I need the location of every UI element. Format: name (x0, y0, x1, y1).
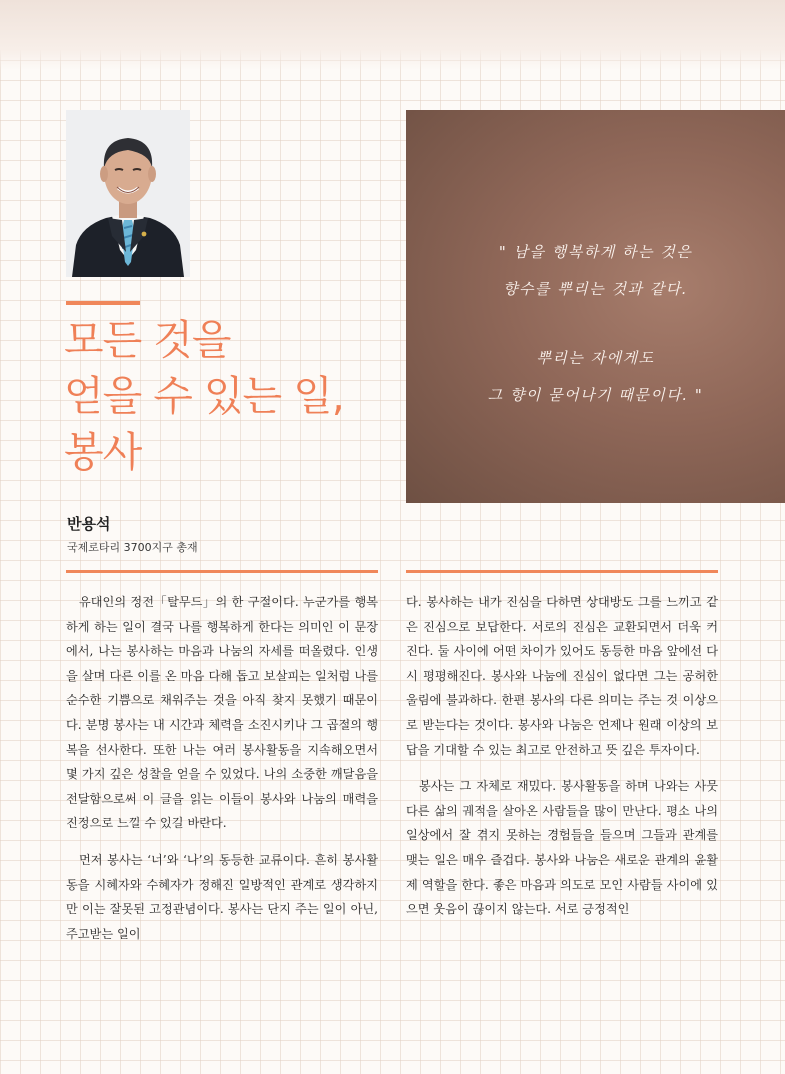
body-column-right (406, 590, 718, 934)
portrait-illustration (66, 110, 190, 277)
left-column-rule (66, 570, 378, 573)
title-accent-bar (66, 301, 140, 305)
author-portrait-photo (66, 110, 190, 277)
quote-line-2: 향수를 뿌리는 것과 같다. (503, 280, 688, 298)
author-role: 국제로타리 3700지구 총재 (67, 541, 198, 554)
article-title (64, 312, 344, 480)
quote-line-4: 그 향이 묻어나기 때문이다. " (487, 386, 704, 404)
header-band (0, 0, 785, 70)
title-line-3: 봉사 (64, 428, 142, 476)
quote-text (406, 234, 785, 414)
title-line-2: 얻을 수 있는 일, (64, 372, 344, 420)
quote-card (406, 110, 785, 503)
title-line-1: 모든 것을 (64, 316, 231, 364)
right-column-rule (406, 570, 718, 573)
body-paragraph: 다. 봉사하는 내가 진심을 다하면 상대방도 그를 느끼고 같은 진심으로 보답한다. 서로의 진심은 교환되면서 더욱 커진다. 둘 사이에 어떤 차이가 있어도 동등한 마음 앞에선 다시 평평해진다. 봉사와 나눔에 진심이 없다면 그는 공허한 울림에 불과하다. 한편 봉사의 다른 의미는 주는 것 이상으로 받는다는 것이다. 봉사와 나눔은 언제나 원래 이상의 보답을 기대할 수 있는 최고로 안전하고 뜻 깊은 투자이다. (406, 595, 718, 757)
quote-line-3: 뿌리는 자에게도 (536, 349, 655, 367)
body-paragraph: 봉사는 그 자체로 재밌다. 봉사활동을 하며 나와는 사뭇 다른 삶의 궤적을 살아온 사람들을 많이 만난다. 평소 나의 일상에서 잘 겪지 못하는 경험들을 들으며 그들과 관계를 맺는 일은 매우 즐겁다. 봉사와 나눔은 새로운 관계의 윤활제 역할을 한다. 좋은 마음과 의도로 모인 사람들 사이에 있으면 웃음이 끊이지 않는다. 서로 긍정적인 (406, 779, 718, 917)
quote-gap (406, 308, 785, 340)
author-name: 반용석 (67, 515, 111, 533)
body-column-left (66, 590, 378, 958)
quote-line-1: " 남을 행복하게 하는 것은 (498, 243, 693, 261)
body-paragraph: 먼저 봉사는 ‘너’와 ‘나’의 동등한 교류이다. 흔히 봉사활동을 시혜자와 수혜자가 정해진 일방적인 관계로 생각하지만 이는 잘못된 고정관념이다. 봉사는 단지 주는 일이 아닌, 주고받는 일이 (66, 852, 378, 941)
body-paragraph: 유대인의 정전「탈무드」의 한 구절이다. 누군가를 행복하게 하는 일이 결국 나를 행복하게 한다는 의미인 이 문장에서, 나는 봉사하는 마음과 나눔의 자세를 떠올렸다. 인생을 살며 다른 이를 온 마음 다해 돕고 보살피는 일처럼 나를 순수한 기쁨으로 채워주는 것을 아직 찾지 못했기 때문이다. 분명 봉사는 내 시간과 체력을 소진시키나 그 곱절의 행복을 선사한다. 또한 나는 여러 봉사활동을 지속해오면서 몇 가지 깊은 성찰을 얻을 수 있었다. 나의 소중한 깨달음을 전달함으로써 이 글을 읽는 이들이 봉사와 나눔의 매력을 진정으로 느낄 수 있길 바란다. (66, 595, 378, 831)
